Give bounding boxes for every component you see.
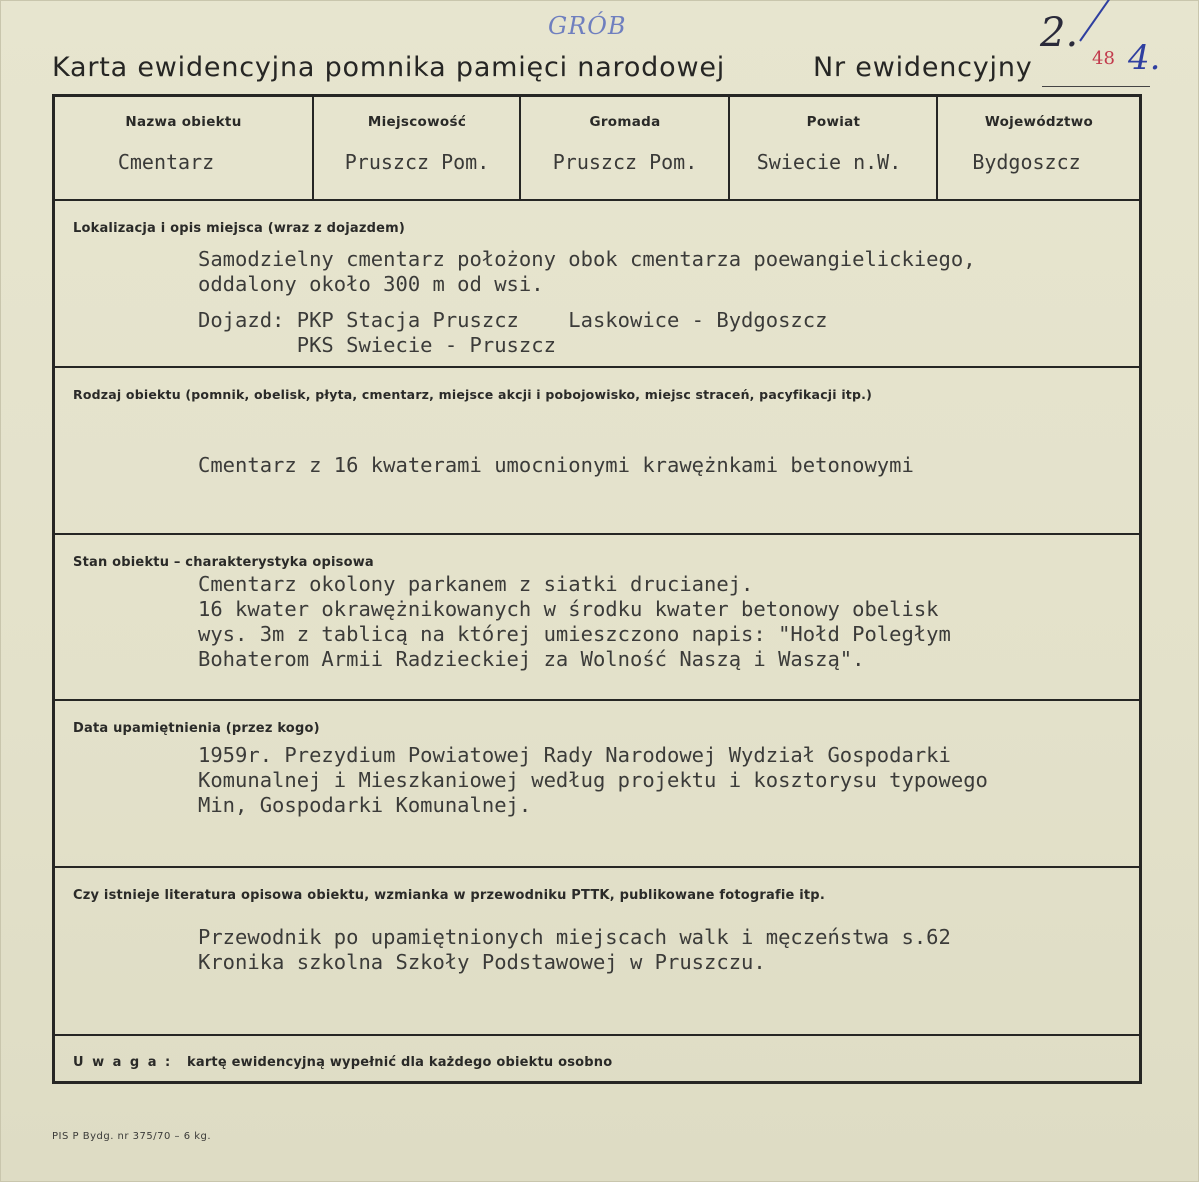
section-text-lokalizacja: Samodzielny cmentarz położony obok cmentarza poewangielickiego, oddalony około 300 m od wsi.	[198, 247, 976, 296]
column-label-powiat: Powiat	[806, 114, 861, 130]
registration-number-label: Nr ewidencyjny	[813, 52, 1033, 83]
section-text-stan: Cmentarz okolony parkanem z siatki drucianej. 16 kwater okrawężnikowanych w środku kwater betonowy obelisk wys. 3m z tablicą na której umieszczono napis: "Hołd Poległym Bohaterom Armii Radzieckiej za Wolność Naszą i Waszą".	[198, 572, 951, 671]
column-divider	[519, 96, 521, 199]
section-label-uwaga: U w a g a :	[73, 1055, 173, 1070]
row-divider	[52, 533, 1142, 535]
handwritten-corrected-number: 4.	[1128, 38, 1161, 78]
section-text-literatura: Przewodnik po upamiętnionych miejscach walk i męczeństwa s.62 Kronika szkolna Szkoły Podstawowej w Pruszczu.	[198, 925, 951, 974]
handwritten-number-prefix: 2.	[1040, 10, 1079, 56]
section-label-literatura: Czy istnieje literatura opisowa obiektu, wzmianka w przewodniku PTTK, publikowane fotografie itp.	[73, 888, 825, 903]
column-label-gromada: Gromada	[589, 114, 661, 130]
row-divider	[52, 699, 1142, 701]
handwritten-crossed-number: 48	[1092, 48, 1115, 69]
column-value-gromada: Pruszcz Pom.	[552, 150, 698, 174]
section-label-data: Data upamiętnienia (przez kogo)	[73, 721, 320, 736]
column-label-wojewodztwo: Województwo	[984, 114, 1094, 130]
row-divider	[52, 1034, 1142, 1036]
column-divider	[312, 96, 314, 199]
column-label-nazwa: Nazwa obiektu	[125, 114, 242, 130]
registration-number-line	[1042, 86, 1150, 87]
handwritten-grob-note: GRÓB	[548, 12, 627, 40]
row-divider	[52, 366, 1142, 368]
strike-through-mark	[1079, 0, 1116, 42]
column-divider	[936, 96, 938, 199]
row-divider	[52, 866, 1142, 868]
column-label-miejscowosc: Miejscowość	[367, 114, 467, 130]
column-value-miejscowosc: Pruszcz Pom.	[344, 150, 490, 174]
row-divider	[52, 199, 1142, 201]
column-value-nazwa: Cmentarz	[117, 150, 215, 174]
section-text-data: 1959r. Prezydium Powiatowej Rady Narodowej Wydział Gospodarki Komunalnej i Mieszkaniowej według projektu i kosztorysu typowego Min, Gospodarki Komunalnej.	[198, 743, 988, 817]
section-label-rodzaj: Rodzaj obiektu (pomnik, obelisk, płyta, cmentarz, miejsce akcji i pobojowisko, miejsc straceń, pacyfikacji itp.)	[73, 387, 872, 402]
section-label-stan: Stan obiektu – charakterystyka opisowa	[73, 555, 374, 570]
section-text-uwaga: kartę ewidencyjną wypełnić dla każdego obiektu osobno	[187, 1055, 613, 1070]
print-note: PIS P Bydg. nr 375/70 – 6 kg.	[52, 1131, 212, 1142]
card-title: Karta ewidencyjna pomnika pamięci narodowej	[52, 52, 726, 83]
column-value-powiat: Swiecie n.W.	[756, 150, 902, 174]
section-text-dojazd: Dojazd: PKP Stacja Pruszcz Laskowice - Bydgoszcz PKS Swiecie - Pruszcz	[198, 308, 828, 357]
section-label-lokalizacja: Lokalizacja i opis miejsca (wraz z dojazdem)	[73, 221, 406, 236]
column-value-wojewodztwo: Bydgoszcz	[972, 150, 1081, 174]
section-text-rodzaj: Cmentarz z 16 kwaterami umocnionymi krawężnkami betonowymi	[198, 453, 914, 477]
column-divider	[728, 96, 730, 199]
